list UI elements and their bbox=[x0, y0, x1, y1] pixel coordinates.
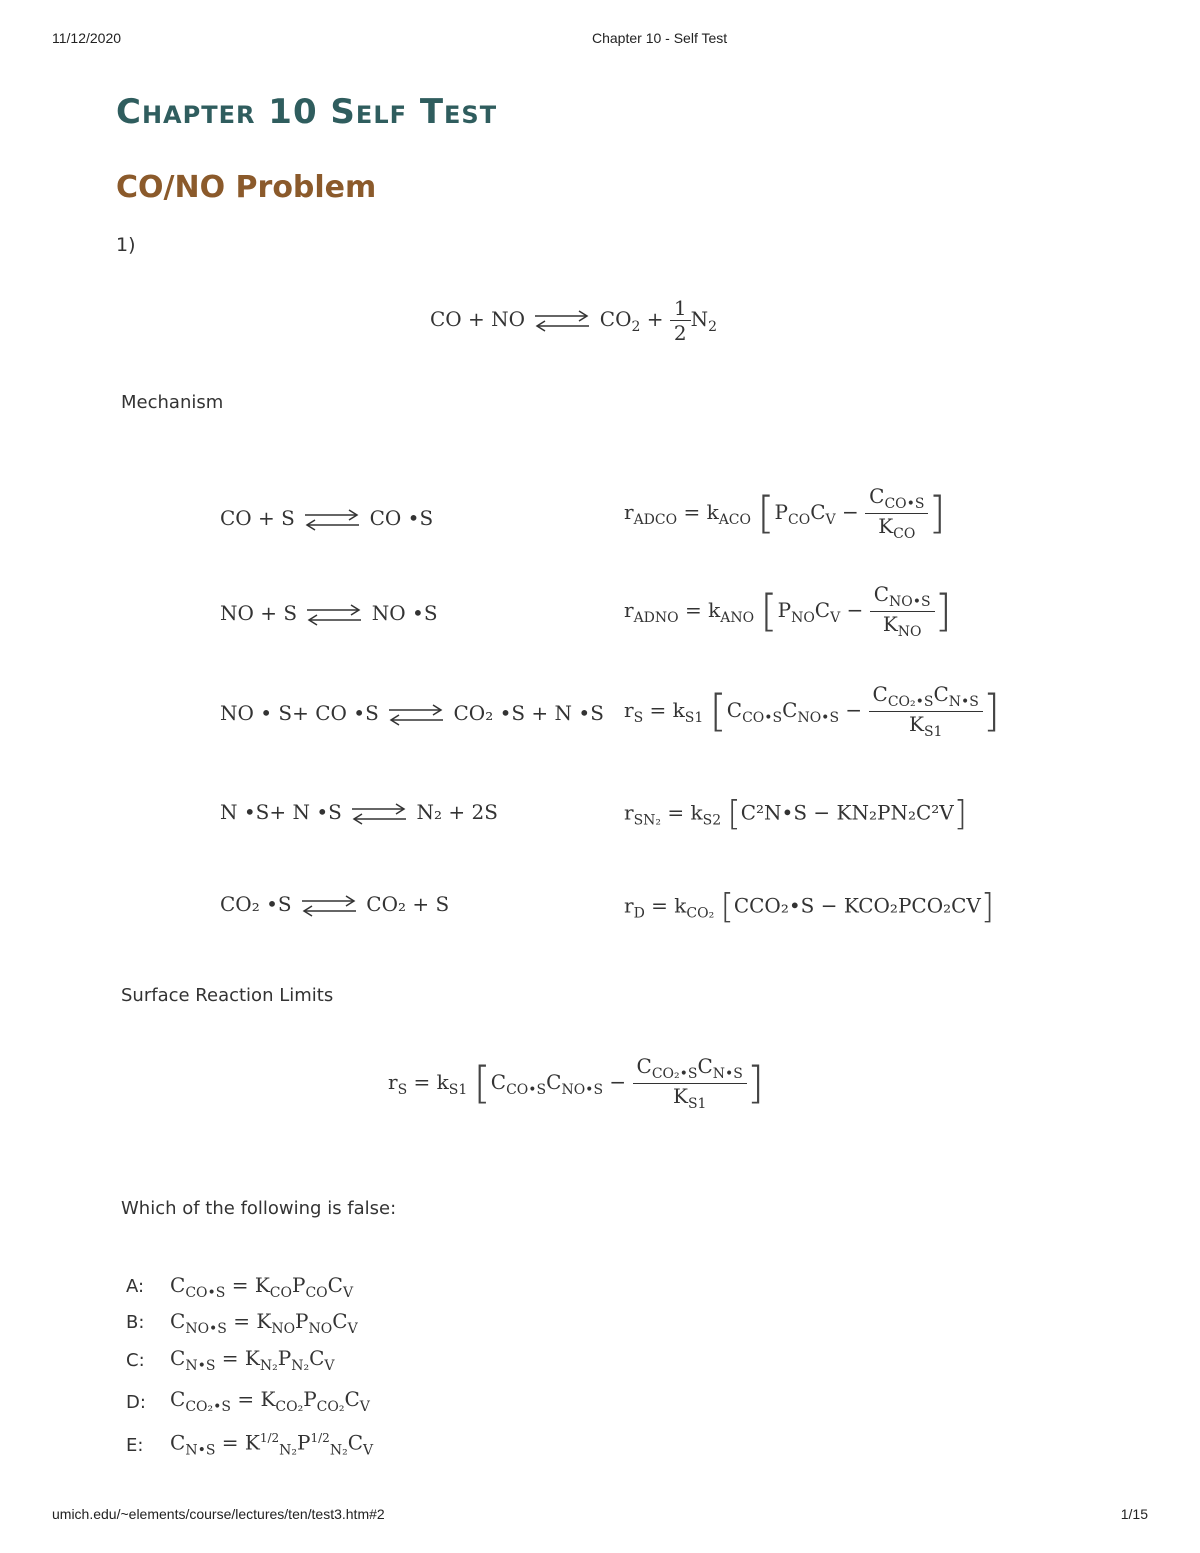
question-text: Which of the following is false: bbox=[121, 1198, 397, 1219]
mechanism-step-4-rate: $r_{SN_2} = k_{S2}$ [C²N•S − KN₂PN₂C²V] bbox=[624, 794, 967, 834]
overall-product-co2: $CO_2$ bbox=[599, 307, 641, 335]
mechanism-step-4-reaction: N •S+ N •S N₂ + 2S bbox=[220, 800, 498, 824]
print-date: 11/12/2020 bbox=[52, 30, 122, 46]
option-letter: B: bbox=[126, 1312, 145, 1333]
overall-reactants: CO + NO bbox=[430, 307, 526, 331]
one-half-fraction: $\frac{1}{2}$ bbox=[670, 298, 691, 343]
mechanism-step-1-reaction: CO + S CO •S bbox=[220, 506, 434, 530]
plus-sign: + bbox=[646, 307, 664, 331]
mechanism-step-5-reaction: CO₂ •S CO₂ + S bbox=[220, 892, 450, 916]
option-equation: $C_{CO_2•S} = K_{CO_2}P_{CO_2}C_V$ bbox=[170, 1387, 370, 1415]
equilibrium-arrows-icon bbox=[387, 704, 445, 726]
surface-limit-rate-law: $r_S = k_{S1}$ [$C_{CO•S}C_{NO•S}$ − $\frac{C_{CO_2•S}C_{N•S}}{K_{S1}}$ ] bbox=[388, 1054, 765, 1112]
option-equation: $C_{N•S} = K_{N_2}P_{N_2}C_V$ bbox=[170, 1346, 335, 1374]
print-title: Chapter 10 - Self Test bbox=[592, 30, 728, 46]
option-letter: C: bbox=[126, 1350, 145, 1371]
print-header bbox=[0, 30, 1200, 50]
print-footer bbox=[0, 1506, 1200, 1526]
print-url: umich.edu/~elements/course/lectures/ten/test3.htm#2 bbox=[52, 1506, 385, 1522]
mechanism-label: Mechanism bbox=[121, 392, 224, 413]
mechanism-step-2-rate: $r_{ADNO} = k_{ANO}$ [$P_{NO}C_V$ − $\frac{C_{NO•S}}{K_{NO}}$ ] bbox=[624, 582, 952, 640]
mechanism-step-3-reaction: NO • S+ CO •S CO₂ •S + N •S bbox=[220, 701, 604, 725]
option-letter: A: bbox=[126, 1276, 145, 1297]
surface-reaction-limits-label: Surface Reaction Limits bbox=[121, 985, 334, 1006]
equilibrium-arrows-icon bbox=[303, 509, 361, 531]
mechanism-step-5-rate: $r_D = k_{CO_2}$ [CCO₂•S − KCO₂PCO₂CV] bbox=[624, 887, 995, 927]
option-equation: $C_{N•S} = K^{1/2}_{N_2}P^{1/2}_{N_2}C_V$ bbox=[170, 1430, 374, 1459]
question-number: 1) bbox=[116, 234, 136, 256]
option-equation: $C_{CO•S} = K_{CO}P_{CO}C_V$ bbox=[170, 1273, 354, 1301]
mechanism-step-3-rate: $r_S = k_{S1}$ [$C_{CO•S}C_{NO•S}$ − $\frac{C_{CO_2•S}C_{N•S}}{K_{S1}}$ ] bbox=[624, 682, 1001, 740]
overall-reaction bbox=[430, 298, 717, 343]
print-page-number: 1/15 bbox=[1120, 1506, 1148, 1522]
mechanism-step-1-rate: $r_{ADCO} = k_{ACO}$ [$P_{CO}C_V$ − $\frac{C_{CO•S}}{K_{CO}}$ ] bbox=[624, 484, 946, 542]
equilibrium-arrows-icon bbox=[300, 895, 358, 917]
section-title: CO/NO Problem bbox=[116, 170, 377, 205]
option-letter: E: bbox=[126, 1435, 144, 1456]
option-letter: D: bbox=[126, 1392, 146, 1413]
option-equation: $C_{NO•S} = K_{NO}P_{NO}C_V$ bbox=[170, 1309, 358, 1337]
equilibrium-arrows-icon bbox=[350, 803, 408, 825]
equilibrium-arrows-icon bbox=[533, 310, 591, 332]
page-title: Chapter 10 Self Test bbox=[116, 92, 498, 132]
equilibrium-arrows-icon bbox=[305, 604, 363, 626]
overall-product-n2: $N_2$ bbox=[690, 307, 718, 335]
mechanism-step-2-reaction: NO + S NO •S bbox=[220, 601, 438, 625]
